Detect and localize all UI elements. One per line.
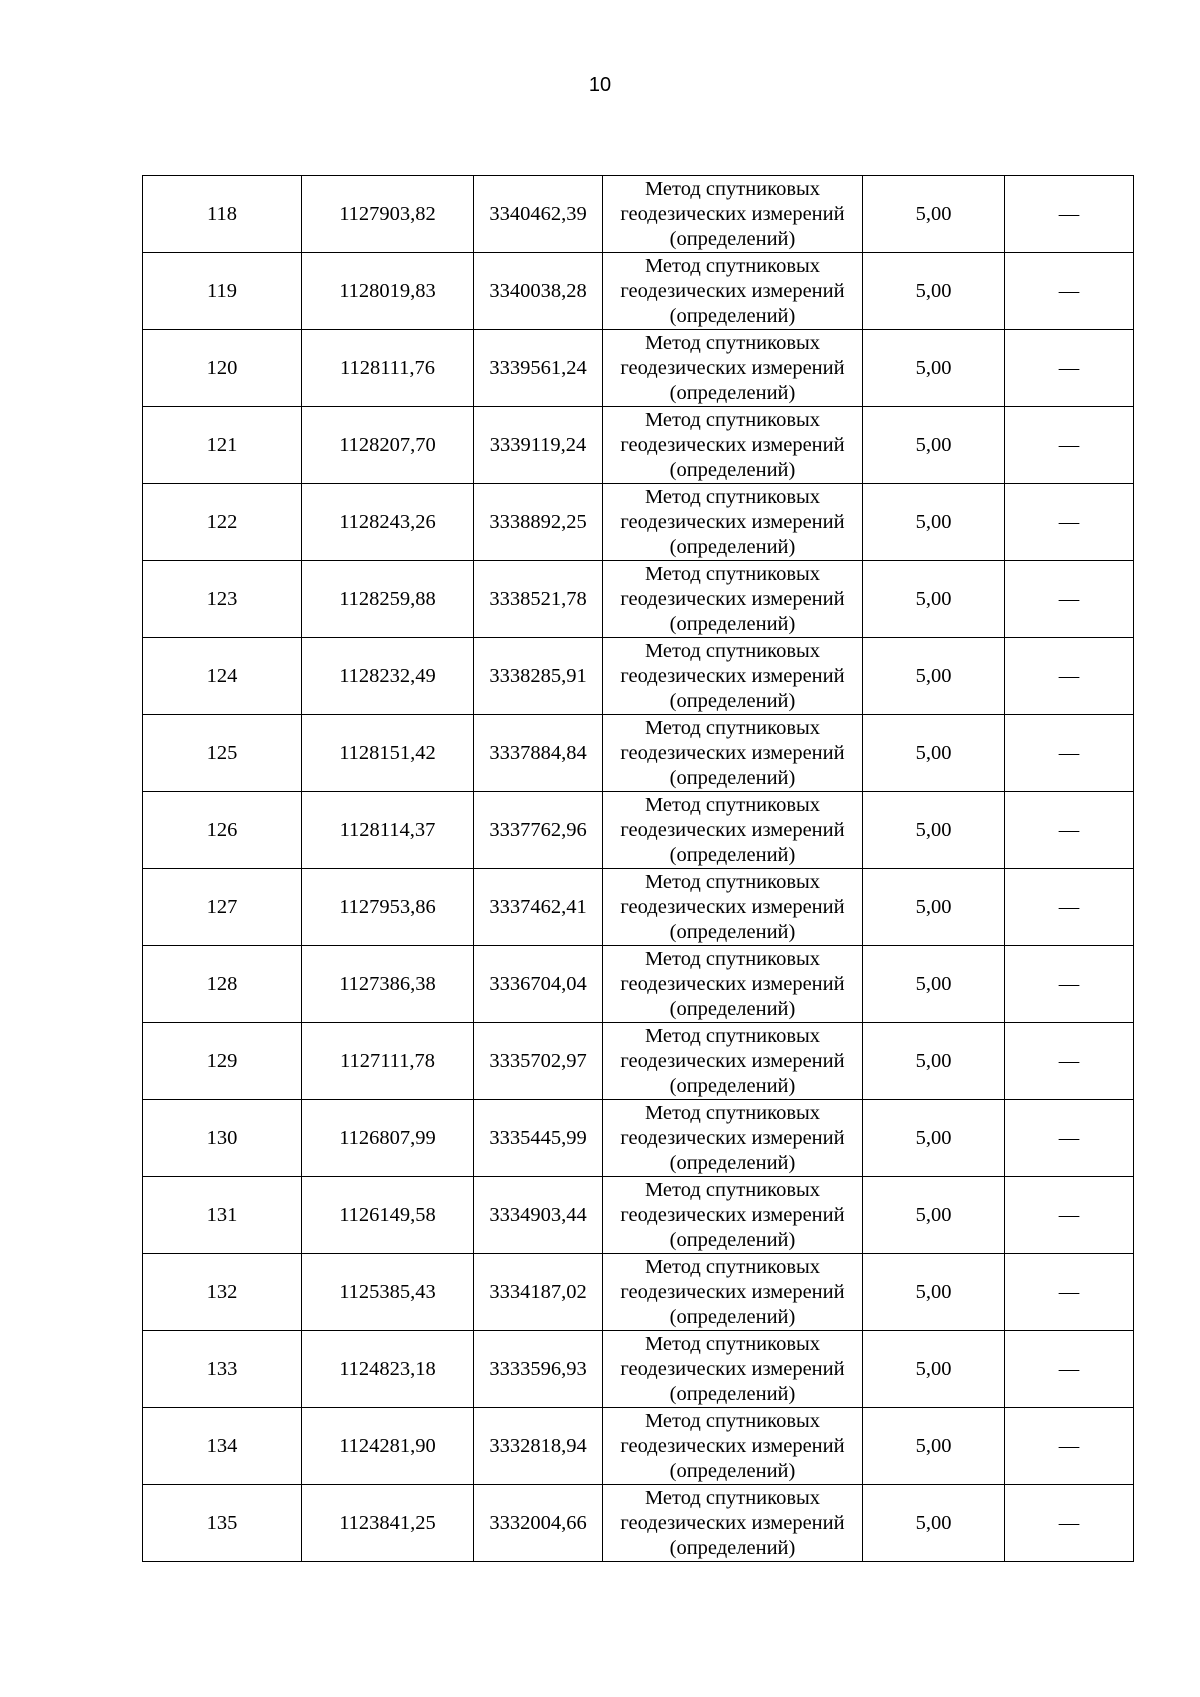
method-text-line: Метод спутниковых — [644, 870, 821, 893]
accuracy-cell: 5,00 — [863, 1254, 1005, 1331]
method-cell — [603, 407, 863, 484]
accuracy-cell: 5,00 — [863, 484, 1005, 561]
method-text-line: Метод спутниковых — [644, 485, 821, 508]
note-cell: — — [1005, 561, 1134, 638]
method-text-line: геодезических измерений — [620, 1511, 845, 1534]
note-cell: — — [1005, 330, 1134, 407]
accuracy-cell: 5,00 — [863, 176, 1005, 253]
point-number-cell: 118 — [143, 176, 302, 253]
method-text-line: (определений) — [669, 689, 796, 712]
note-cell: — — [1005, 1177, 1134, 1254]
method-cell — [603, 330, 863, 407]
note-cell: — — [1005, 176, 1134, 253]
note-cell: — — [1005, 638, 1134, 715]
method-text-line: (определений) — [669, 1074, 796, 1097]
accuracy-cell: 5,00 — [863, 946, 1005, 1023]
method-cell — [603, 715, 863, 792]
method-text-line: (определений) — [669, 1228, 796, 1251]
accuracy-cell: 5,00 — [863, 561, 1005, 638]
method-text-line: геодезических измерений — [620, 202, 845, 225]
method-text-line: геодезических измерений — [620, 1280, 845, 1303]
accuracy-cell: 5,00 — [863, 869, 1005, 946]
x-coordinate-cell: 1128111,76 — [302, 330, 474, 407]
x-coordinate-cell: 1128114,37 — [302, 792, 474, 869]
x-coordinate-cell: 1128019,83 — [302, 253, 474, 330]
x-coordinate-cell: 1123841,25 — [302, 1485, 474, 1562]
table-row — [143, 407, 1134, 484]
accuracy-cell: 5,00 — [863, 638, 1005, 715]
method-text-line: Метод спутниковых — [644, 1255, 821, 1278]
table-row — [143, 330, 1134, 407]
method-text-line: геодезических измерений — [620, 1126, 845, 1149]
method-text-line: геодезических измерений — [620, 1357, 845, 1380]
point-number-cell: 128 — [143, 946, 302, 1023]
table-row — [143, 1254, 1134, 1331]
method-text-line: Метод спутниковых — [644, 331, 821, 354]
table-row — [143, 715, 1134, 792]
x-coordinate-cell: 1127953,86 — [302, 869, 474, 946]
method-text-line: Метод спутниковых — [644, 1101, 821, 1124]
y-coordinate-cell: 3340462,39 — [474, 176, 603, 253]
point-number-cell: 120 — [143, 330, 302, 407]
point-number-cell: 121 — [143, 407, 302, 484]
y-coordinate-cell: 3339119,24 — [474, 407, 603, 484]
accuracy-cell: 5,00 — [863, 1331, 1005, 1408]
y-coordinate-cell: 3336704,04 — [474, 946, 603, 1023]
method-text-line: (определений) — [669, 1151, 796, 1174]
accuracy-cell: 5,00 — [863, 792, 1005, 869]
method-cell — [603, 484, 863, 561]
point-number-cell: 127 — [143, 869, 302, 946]
y-coordinate-cell: 3340038,28 — [474, 253, 603, 330]
method-text-line: геодезических измерений — [620, 279, 845, 302]
method-text-line: (определений) — [669, 1305, 796, 1328]
y-coordinate-cell: 3338521,78 — [474, 561, 603, 638]
method-cell — [603, 1408, 863, 1485]
method-text-line: геодезических измерений — [620, 895, 845, 918]
table-row — [143, 561, 1134, 638]
point-number-cell: 125 — [143, 715, 302, 792]
point-number-cell: 119 — [143, 253, 302, 330]
y-coordinate-cell: 3334903,44 — [474, 1177, 603, 1254]
method-text-line: геодезических измерений — [620, 1203, 845, 1226]
note-cell: — — [1005, 1254, 1134, 1331]
method-text-line: Метод спутниковых — [644, 408, 821, 431]
note-cell: — — [1005, 792, 1134, 869]
method-text-line: (определений) — [669, 612, 796, 635]
method-text-line: Метод спутниковых — [644, 254, 821, 277]
accuracy-cell: 5,00 — [863, 330, 1005, 407]
method-cell — [603, 253, 863, 330]
table-row — [143, 869, 1134, 946]
y-coordinate-cell: 3338285,91 — [474, 638, 603, 715]
method-text-line: Метод спутниковых — [644, 639, 821, 662]
method-cell — [603, 1485, 863, 1562]
note-cell: — — [1005, 1331, 1134, 1408]
x-coordinate-cell: 1127111,78 — [302, 1023, 474, 1100]
method-cell — [603, 792, 863, 869]
y-coordinate-cell: 3335445,99 — [474, 1100, 603, 1177]
method-text-line: Метод спутниковых — [644, 1409, 821, 1432]
method-text-line: геодезических измерений — [620, 1434, 845, 1457]
method-text-line: геодезических измерений — [620, 510, 845, 533]
method-text-line: геодезических измерений — [620, 356, 845, 379]
table-row — [143, 484, 1134, 561]
table-row — [143, 1408, 1134, 1485]
page-number: 10 — [588, 74, 612, 96]
method-cell — [603, 946, 863, 1023]
y-coordinate-cell: 3337462,41 — [474, 869, 603, 946]
x-coordinate-cell: 1128259,88 — [302, 561, 474, 638]
table-row — [143, 176, 1134, 253]
note-cell: — — [1005, 407, 1134, 484]
y-coordinate-cell: 3337762,96 — [474, 792, 603, 869]
y-coordinate-cell: 3332818,94 — [474, 1408, 603, 1485]
table-row — [143, 946, 1134, 1023]
method-cell — [603, 561, 863, 638]
point-number-cell: 124 — [143, 638, 302, 715]
method-text-line: Метод спутниковых — [644, 1486, 821, 1509]
x-coordinate-cell: 1126149,58 — [302, 1177, 474, 1254]
method-text-line: (определений) — [669, 997, 796, 1020]
x-coordinate-cell: 1128243,26 — [302, 484, 474, 561]
point-number-cell: 135 — [143, 1485, 302, 1562]
table-row — [143, 1023, 1134, 1100]
note-cell: — — [1005, 1485, 1134, 1562]
method-text-line: геодезических измерений — [620, 741, 845, 764]
x-coordinate-cell: 1125385,43 — [302, 1254, 474, 1331]
point-number-cell: 130 — [143, 1100, 302, 1177]
method-cell — [603, 638, 863, 715]
method-text-line: геодезических измерений — [620, 664, 845, 687]
method-cell — [603, 1100, 863, 1177]
method-text-line: Метод спутниковых — [644, 1178, 821, 1201]
y-coordinate-cell: 3332004,66 — [474, 1485, 603, 1562]
point-number-cell: 126 — [143, 792, 302, 869]
point-number-cell: 134 — [143, 1408, 302, 1485]
method-text-line: (определений) — [669, 920, 796, 943]
accuracy-cell: 5,00 — [863, 407, 1005, 484]
method-text-line: Метод спутниковых — [644, 562, 821, 585]
y-coordinate-cell: 3334187,02 — [474, 1254, 603, 1331]
method-text-line: Метод спутниковых — [644, 947, 821, 970]
method-cell — [603, 869, 863, 946]
method-cell — [603, 1331, 863, 1408]
x-coordinate-cell: 1128207,70 — [302, 407, 474, 484]
method-text-line: (определений) — [669, 304, 796, 327]
table-row — [143, 1331, 1134, 1408]
y-coordinate-cell: 3338892,25 — [474, 484, 603, 561]
point-number-cell: 129 — [143, 1023, 302, 1100]
y-coordinate-cell: 3335702,97 — [474, 1023, 603, 1100]
y-coordinate-cell: 3337884,84 — [474, 715, 603, 792]
accuracy-cell: 5,00 — [863, 1100, 1005, 1177]
table-row — [143, 792, 1134, 869]
method-text-line: Метод спутниковых — [644, 177, 821, 200]
x-coordinate-cell: 1127386,38 — [302, 946, 474, 1023]
method-text-line: (определений) — [669, 458, 796, 481]
method-cell — [603, 176, 863, 253]
coordinates-table — [142, 175, 1134, 1562]
note-cell: — — [1005, 1408, 1134, 1485]
method-text-line: (определений) — [669, 227, 796, 250]
method-text-line: Метод спутниковых — [644, 1332, 821, 1355]
method-text-line: геодезических измерений — [620, 433, 845, 456]
accuracy-cell: 5,00 — [863, 1485, 1005, 1562]
method-text-line: (определений) — [669, 1382, 796, 1405]
point-number-cell: 133 — [143, 1331, 302, 1408]
table-row — [143, 1100, 1134, 1177]
point-number-cell: 123 — [143, 561, 302, 638]
method-text-line: (определений) — [669, 766, 796, 789]
x-coordinate-cell: 1128232,49 — [302, 638, 474, 715]
method-text-line: (определений) — [669, 843, 796, 866]
x-coordinate-cell: 1124281,90 — [302, 1408, 474, 1485]
method-text-line: Метод спутниковых — [644, 716, 821, 739]
method-text-line: геодезических измерений — [620, 1049, 845, 1072]
note-cell: — — [1005, 869, 1134, 946]
point-number-cell: 122 — [143, 484, 302, 561]
method-text-line: (определений) — [669, 1459, 796, 1482]
x-coordinate-cell: 1126807,99 — [302, 1100, 474, 1177]
method-text-line: (определений) — [669, 535, 796, 558]
method-text-line: (определений) — [669, 1536, 796, 1559]
point-number-cell: 132 — [143, 1254, 302, 1331]
accuracy-cell: 5,00 — [863, 1408, 1005, 1485]
x-coordinate-cell: 1124823,18 — [302, 1331, 474, 1408]
accuracy-cell: 5,00 — [863, 1023, 1005, 1100]
note-cell: — — [1005, 946, 1134, 1023]
y-coordinate-cell: 3339561,24 — [474, 330, 603, 407]
table-row — [143, 1177, 1134, 1254]
method-text-line: геодезических измерений — [620, 818, 845, 841]
method-cell — [603, 1023, 863, 1100]
point-number-cell: 131 — [143, 1177, 302, 1254]
table-row — [143, 1485, 1134, 1562]
note-cell: — — [1005, 715, 1134, 792]
accuracy-cell: 5,00 — [863, 1177, 1005, 1254]
table-row — [143, 253, 1134, 330]
note-cell: — — [1005, 1100, 1134, 1177]
method-text-line: геодезических измерений — [620, 972, 845, 995]
accuracy-cell: 5,00 — [863, 253, 1005, 330]
note-cell: — — [1005, 1023, 1134, 1100]
method-cell — [603, 1177, 863, 1254]
y-coordinate-cell: 3333596,93 — [474, 1331, 603, 1408]
method-text-line: Метод спутниковых — [644, 1024, 821, 1047]
method-text-line: Метод спутниковых — [644, 793, 821, 816]
coordinates-table-body — [143, 176, 1134, 1562]
method-text-line: геодезических измерений — [620, 587, 845, 610]
note-cell: — — [1005, 484, 1134, 561]
accuracy-cell: 5,00 — [863, 715, 1005, 792]
x-coordinate-cell: 1127903,82 — [302, 176, 474, 253]
table-row — [143, 638, 1134, 715]
method-cell — [603, 1254, 863, 1331]
note-cell: — — [1005, 253, 1134, 330]
x-coordinate-cell: 1128151,42 — [302, 715, 474, 792]
method-text-line: (определений) — [669, 381, 796, 404]
